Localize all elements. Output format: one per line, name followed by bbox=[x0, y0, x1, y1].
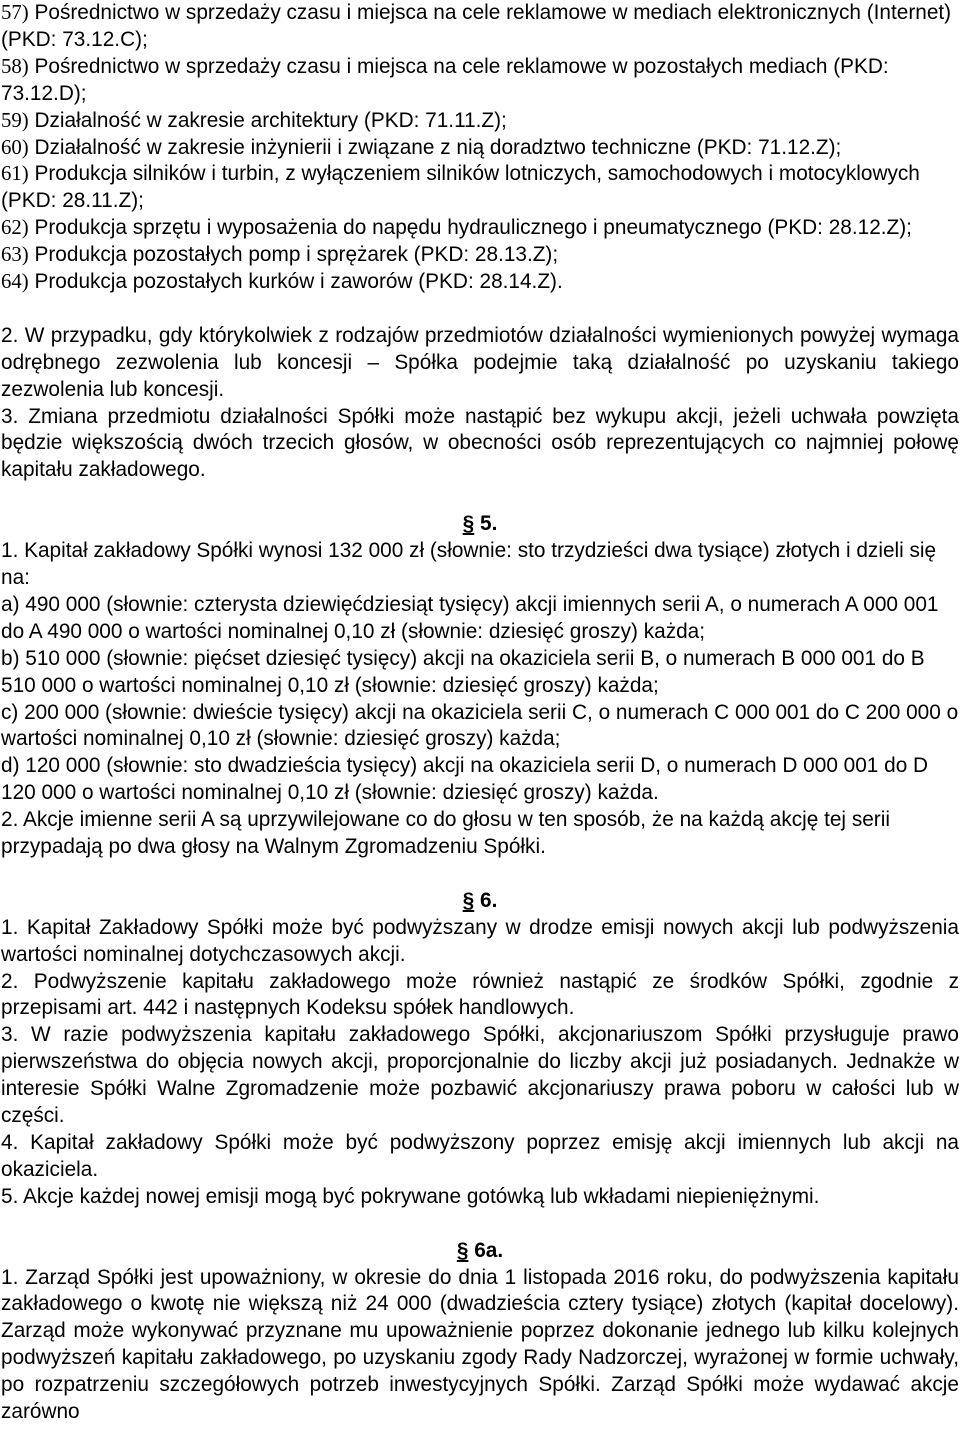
paragraph: 4. Kapitał zakładowy Spółki może być podwyższony poprzez emisję akcji imiennych lub akcji na okaziciela. bbox=[1, 1131, 959, 1181]
section-number: 6. bbox=[474, 888, 498, 912]
list-item: 60) Działalność w zakresie inżynierii i związane z nią doradztwo techniczne (PKD: 71.12.Z); bbox=[1, 135, 842, 159]
paragraph: 2. Podwyższenie kapitału zakładowego może również nastąpić ze środków Spółki, zgodnie z przepisami art. 442 i następnych Kodeksu spółek handlowych. bbox=[1, 969, 959, 1020]
spacer bbox=[1, 1211, 959, 1238]
paragraph: 1. Kapitał Zakładowy Spółki może być podwyższany w drodze emisji nowych akcji lub podwyższenia wartości nominalnej dotychczasowych akcji. bbox=[1, 915, 959, 966]
section-number: 6a. bbox=[468, 1238, 504, 1262]
paragraph: 2. W przypadku, gdy którykolwiek z rodzajów przedmiotów działalności wymienionych powyżej wymaga odrębnego zezwolenia lub koncesji – Spółka podejmie taką działalność po uzyskaniu takiego zezwolenia lub koncesji. bbox=[1, 323, 959, 401]
spacer bbox=[1, 296, 959, 323]
paragraph: d) 120 000 (słownie: sto dwadzieścia tysięcy) akcji na okaziciela serii D, o numerach D 000 001 do D 120 000 o wartości nominalnej 0,10 zł (słownie: dziesięć groszy) każda. bbox=[1, 754, 929, 805]
paragraph: 5. Akcje każdej nowej emisji mogą być pokrywane gotówką lub wkładami niepieniężnymi. bbox=[1, 1184, 820, 1208]
paragraph: c) 200 000 (słownie: dwieście tysięcy) akcji na okaziciela serii C, o numerach C 000 001 do C 200 000 o wartości nominalnej 0,10 zł (słownie: dziesięć groszy) każda; bbox=[1, 700, 959, 751]
list-item: 62) Produkcja sprzętu i wyposażenia do napędu hydraulicznego i pneumatycznego (PKD: 28.12.Z); bbox=[1, 216, 912, 240]
spacer bbox=[1, 484, 959, 511]
list-item: 59) Działalność w zakresie architektury (PKD: 71.11.Z); bbox=[1, 108, 507, 132]
paragraph: 2. Akcje imienne serii A są uprzywilejowane co do głosu w ten sposób, że na każdą akcję tej serii przypadają po dwa głosy na Walnym Zgromadzeniu Spółki. bbox=[1, 808, 890, 859]
section-symbol: § bbox=[462, 512, 475, 536]
section-symbol: § bbox=[456, 1238, 469, 1262]
list-item: 63) Produkcja pozostałych pomp i sprężarek (PKD: 28.13.Z); bbox=[1, 243, 559, 267]
spacer bbox=[1, 861, 959, 888]
paragraph: 3. W razie podwyższenia kapitału zakładowego Spółki, akcjonariuszom Spółki przysługuje prawo pierwszeństwa do objęcia nowych akcji, proporcjonalnie do liczby akcji już posiadanych. Jednakże w interesie Spółki Walne Zgromadzenie może pozbawić akcjonariuszy prawa poboru w całości lub w części. bbox=[1, 1023, 959, 1128]
paragraph: 3. Zmiana przedmiotu działalności Spółki może nastąpić bez wykupu akcji, jeżeli uchwała powzięta będzie większością dwóch trzecich głosów, w obecności osób reprezentujących co najmniej połowę kapitału zakładowego. bbox=[1, 404, 959, 482]
section-symbol: § bbox=[462, 888, 475, 912]
section-heading bbox=[1, 1238, 959, 1265]
list-item: 64) Produkcja pozostałych kurków i zaworów (PKD: 28.14.Z). bbox=[1, 270, 563, 294]
list-item: 58) Pośrednictwo w sprzedaży czasu i miejsca na cele reklamowe w pozostałych mediach (PKD: 73.12.D); bbox=[1, 54, 889, 105]
paragraph: 1. Kapitał zakładowy Spółki wynosi 132 000 zł (słownie: sto trzydzieści dwa tysiące) złotych i dzieli się na: bbox=[1, 539, 937, 589]
section-heading bbox=[1, 888, 959, 915]
list-item: 57) Pośrednictwo w sprzedaży czasu i miejsca na cele reklamowe w mediach elektronicznych (Internet) (PKD: 73.12.C); bbox=[1, 1, 952, 51]
paragraph: b) 510 000 (słownie: pięćset dziesięć tysięcy) akcji na okaziciela serii B, o numerach B 000 001 do B 510 000 o wartości nominalnej 0,10 zł (słownie: dziesięć groszy) każda; bbox=[1, 646, 925, 697]
section-number: 5. bbox=[474, 512, 498, 536]
list-item: 61) Produkcja silników i turbin, z wyłączeniem silników lotniczych, samochodowych i motocyklowych (PKD: 28.11.Z); bbox=[1, 162, 920, 213]
paragraph: a) 490 000 (słownie: czterysta dziewięćdziesiąt tysięcy) akcji imiennych serii A, o numerach A 000 001 do A 490 000 o wartości nominalnej 0,10 zł (słownie: dziesięć groszy) każda; bbox=[1, 592, 939, 643]
section-heading bbox=[1, 511, 959, 538]
paragraph: 1. Zarząd Spółki jest upoważniony, w okresie do dnia 1 listopada 2016 roku, do podwyższenia kapitału zakładowego o kwotę nie większą niż 24 000 (dwadzieścia cztery tysiące) złotych (kapitał docelowy). Zarząd może wykonywać przyznane mu upoważnienie poprzez dokonanie jednego lub kilku kolejnych podwyższeń kapitału zakładowego, po uzyskaniu zgody Rady Nadzorczej, wyrażonej w formie uchwały, po rozpatrzeniu szczegółowych potrzeb inwestycyjnych Spółki. Zarząd Spółki może wydawać akcje zarówno bbox=[1, 1265, 959, 1424]
